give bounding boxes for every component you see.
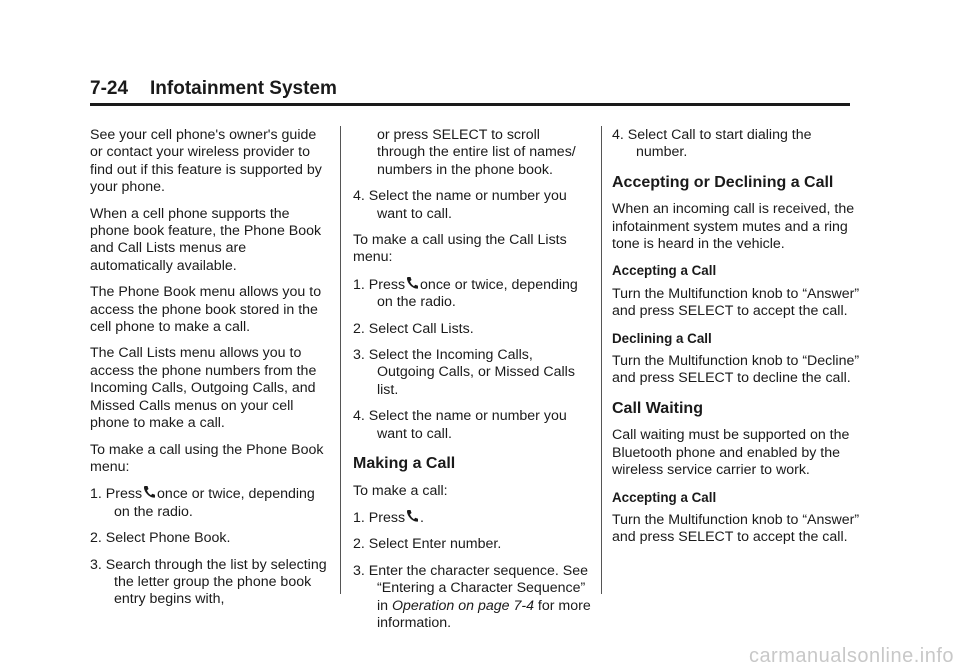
paragraph: When an incoming call is received, the infotainment system mutes and a ring tone is heard in the vehicle. [612, 201, 855, 253]
phone-handset-icon [406, 509, 418, 523]
step-text: 1. Press [90, 486, 143, 503]
subheading: Accepting a Call [612, 263, 717, 279]
column-divider [601, 126, 602, 594]
paragraph: To make a call: [353, 482, 448, 499]
subheading: Declining a Call [612, 330, 712, 346]
list-item: 2. Select Phone Book. [90, 530, 231, 547]
step-text: 3. Enter the character sequence. See “Entering a Character Sequence” in [353, 562, 589, 614]
list-item: 2. Select Call Lists. [353, 320, 474, 337]
cross-reference-link[interactable]: Operation on page 7-4 [391, 597, 534, 614]
paragraph: When a cell phone supports the phone book feature, the Phone Book and Call Lists menus are automatically available. [90, 205, 322, 274]
list-item: 3. Select the Incoming Calls, Outgoing Calls, or Missed Calls list. [353, 347, 575, 398]
section-heading: Accepting or Declining a Call [612, 173, 834, 191]
step-text: once or twice, depending on the radio. [114, 486, 315, 520]
step-text: 1. Press [353, 276, 406, 293]
paragraph: See your cell phone's owner's guide or contact your wireless provider to find out if this feature is supported by your phone. [90, 127, 322, 196]
list-item: 4. Select the name or number you want to call. [353, 408, 567, 442]
column-3 [612, 127, 860, 556]
list-item: 4. Select the name or number you want to call. [353, 188, 567, 222]
list-item [90, 485, 328, 521]
step-text: for more information. [377, 597, 591, 631]
paragraph: To make a call using the Phone Book menu: [90, 441, 324, 475]
column-2 [353, 127, 591, 641]
header-rule [90, 103, 850, 106]
list-item-continued: or press SELECT to scroll through the entire list of names/ numbers in the phone book. [377, 127, 576, 178]
column-divider [340, 126, 341, 594]
paragraph: The Call Lists menu allows you to access the phone numbers from the Incoming Calls, Outgoing Calls, and Missed Calls menus on your cell phone to make a call. [90, 345, 317, 432]
step-text: . [420, 509, 424, 526]
paragraph: To make a call using the Call Lists menu: [353, 232, 567, 266]
phone-handset-icon [143, 485, 155, 499]
list-item [353, 563, 591, 633]
column-1 [90, 127, 328, 618]
subheading: Accepting a Call [612, 489, 717, 505]
list-item [353, 509, 591, 527]
page-header [90, 78, 850, 100]
watermark: carmanualsonline.info [748, 645, 954, 667]
step-text: once or twice, depending on the radio. [377, 276, 578, 311]
section-heading: Making a Call [353, 455, 456, 473]
section-title: Infotainment System [150, 78, 337, 99]
step-text: 1. Press [353, 509, 406, 526]
paragraph: Turn the Multifunction knob to “Answer” and press SELECT to accept the call. [612, 511, 860, 546]
list-item [353, 276, 591, 312]
paragraph: Turn the Multifunction knob to “Answer” and press SELECT to accept the call. [612, 285, 860, 320]
list-item: 2. Select Enter number. [353, 536, 502, 553]
list-item: 4. Select Call to start dialing the number. [612, 127, 812, 161]
paragraph: Turn the Multifunction knob to “Decline” and press SELECT to decline the call. [612, 353, 860, 387]
paragraph: Call waiting must be supported on the Bluetooth phone and enabled by the wireless service carrier to work. [612, 427, 850, 479]
section-heading: Call Waiting [612, 399, 703, 417]
phone-handset-icon [406, 276, 418, 290]
list-item: 3. Search through the list by selecting the letter group the phone book entry begins with, [90, 556, 327, 608]
page-number: 7-24 [90, 78, 129, 99]
paragraph: The Phone Book menu allows you to access the phone book stored in the cell phone to make a call. [90, 284, 322, 336]
